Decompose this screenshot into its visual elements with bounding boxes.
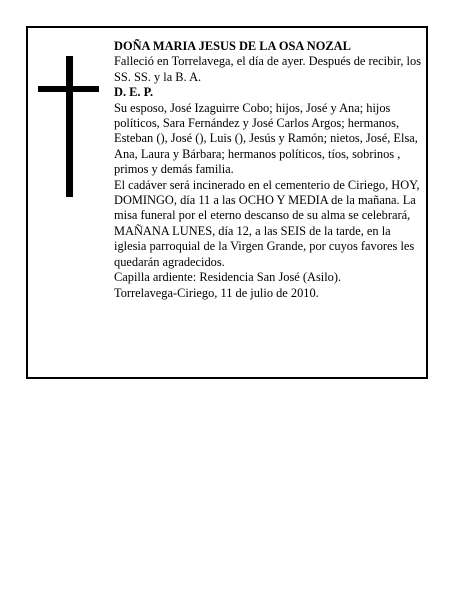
service-details: El cadáver será incinerado en el cementerio de Ciriego, HOY, DOMINGO, día 11 a las OCHO Y MEDIA de la mañana. La misa funeral por el eterno descanso de su alma se celebrará, MAÑANA LUNES, día 12, a las SEIS de la tarde, en la iglesia parroquial de la Virgen Grande, por cuyos favores les quedarán agradecidos.: [114, 177, 420, 269]
obituary-notice: [26, 26, 428, 379]
obituary-text: [114, 39, 424, 301]
deceased-name: DOÑA MARIA JESUS DE LA OSA NOZAL: [114, 39, 351, 53]
family-list: Su esposo, José Izaguirre Cobo; hijos, José y Ana; hijos políticos, Sara Fernández y José Carlos Argos; hermanos, Esteban (), José (), Luis (), Jesús y Ramón; nietos, José, Elsa, Ana, Laura y Bárbara; hermanos políticos, tíos, sobrinos , primos y demás familia.: [114, 100, 418, 177]
dep-line: D. E. P.: [114, 85, 154, 100]
chapel-line: Capilla ardiente: Residencia San José (Asilo).: [114, 270, 342, 285]
cross-horizontal-bar: [38, 86, 99, 92]
place-date-line: Torrelavega-Ciriego, 11 de julio de 2010.: [114, 285, 319, 300]
death-statement: Falleció en Torrelavega, el día de ayer. Después de recibir, los SS. SS. y la B. A.: [114, 54, 422, 84]
cross-vertical-bar: [66, 56, 73, 197]
